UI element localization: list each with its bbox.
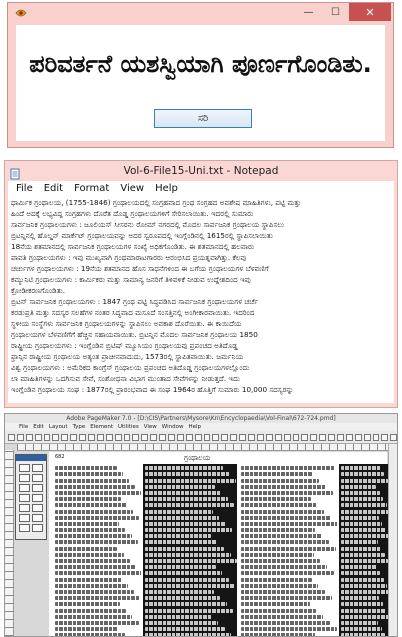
menu-edit[interactable]: Edit xyxy=(43,183,64,194)
text-line-block xyxy=(241,609,316,613)
text-line-block xyxy=(341,609,386,613)
text-line-block xyxy=(145,491,221,495)
toolbar-button[interactable] xyxy=(212,434,219,441)
text-line: ಹಿಂದೆ ಅದಕ್ಕೆ ಲಭ್ಯವಿದ್ದ ಸಂಗ್ರಹಗಳು ದೊರೆತ ದೊಡ್ಡ ಗ್ರಂಥಾಲಯಗಳಿಗೆ ಸೇರಿಸಲಾಯಿತು. ಇದರಲ್ಲಿ ಸುಮಾರು xyxy=(11,209,254,218)
text-line-block xyxy=(55,578,122,582)
text-line-block xyxy=(241,472,313,476)
toolbar-button[interactable] xyxy=(97,434,104,441)
text-line: ಗ್ರಂಥಾಲಯಗಳ ಬೆಳವಣಿಗೆಗೆ ಹೆಚ್ಚಿನ ಸಹಾಯವಾಯಿತು. ಬ್ರಿಟನ್ನಿನ ಮೊದಲ ಸಾರ್ವಜನಿಕ ಗ್ರಂಥಾಲಯ 1850 xyxy=(11,330,258,339)
text-line: ಧಾರ್ಮಿಕ ಗ್ರಂಥಾಲಯ, (1755-1846) ಗ್ರಂಥಾಲಯದಲ್ಲಿ ಸಂಗ್ರಹವಾದ ಗ್ರಂಥ ಸಂಗ್ರಹದ ಅವಶೇಷ ಮಾಹಿತಿಗಳು, ಪಟ್ಟಿ ಮತ್ತು xyxy=(11,198,302,207)
text-line-block xyxy=(55,528,125,532)
text-line-block xyxy=(55,503,127,507)
pagemaker-toolbar xyxy=(5,431,397,444)
toolbar-button[interactable] xyxy=(310,434,317,441)
text-line-block xyxy=(241,584,318,588)
text-line: 18ನೆಯ ಶತಮಾನದಲ್ಲಿ ಸಾರ್ವಜನಿಕ ಗ್ರಂಥಾಲಯಗಳ ಸಂಖ್ಯೆ ಅಧಿಕಗೊಂಡಿತು. ಈ ಶತಮಾನದಲ್ಲಿ ಹಲವಾರು xyxy=(11,242,255,251)
page-number: 682 xyxy=(55,454,65,460)
tool-button[interactable] xyxy=(19,464,30,472)
text-line-block xyxy=(341,503,387,507)
text-line-block xyxy=(145,615,212,619)
toolbar-button[interactable] xyxy=(301,434,308,441)
toolbar-button[interactable] xyxy=(248,434,255,441)
text-line-block xyxy=(341,472,384,476)
notepad-title: Vol-6-File15-Uni.txt - Notepad xyxy=(123,165,279,177)
text-line-block xyxy=(241,571,334,575)
text-line-block xyxy=(341,627,382,631)
text-line-block xyxy=(55,516,139,520)
text-line-block xyxy=(55,491,141,495)
vertical-ruler xyxy=(5,450,14,636)
tool-button[interactable] xyxy=(32,504,43,512)
ok-button[interactable]: ಸರಿ xyxy=(154,109,252,128)
text-line-block xyxy=(145,590,214,594)
toolbar-button[interactable] xyxy=(355,434,362,441)
text-line-block xyxy=(55,596,140,600)
text-line-block xyxy=(341,510,389,514)
text-line-block xyxy=(55,571,141,575)
toolbar-button[interactable] xyxy=(381,434,388,441)
toolbar-button[interactable] xyxy=(115,434,122,441)
tool-button[interactable] xyxy=(32,524,43,532)
text-line: ಕರಡುಪ್ರತಿ ಮತ್ತು ಸದಸ್ಯರ ಸಲಹೆಗಳ ನಂತರ ಸಿದ್ಧವಾದ ಮಸೂದೆ ಸಂಸತ್ತಿನಲ್ಲಿ ಅಂಗೀಕಾರವಾಯಿತು. ಇದರಿಂದ xyxy=(11,308,255,317)
pm-menu-layout[interactable]: Layout xyxy=(48,424,68,430)
pm-menu-edit[interactable]: Edit xyxy=(33,424,44,430)
tool-button[interactable] xyxy=(19,494,30,502)
text-column-3[interactable] xyxy=(239,464,337,636)
toolbar-button[interactable] xyxy=(337,434,344,441)
toolbar-button[interactable] xyxy=(328,434,335,441)
tool-button[interactable] xyxy=(32,494,43,502)
text-line-block xyxy=(55,621,139,625)
text-line-block xyxy=(55,602,120,606)
text-line-block xyxy=(241,602,310,606)
pagemaker-window xyxy=(4,413,398,637)
text-line-block xyxy=(55,565,136,569)
text-line: ಬ್ರಿಟನ್ನಿನಲ್ಲಿ ಹೊಲ್ಡನ್ ಮಾರ್ಕೆಟ್ ಗ್ರಂಥಾಲಯವನ್ನು ಅದರ ಸ್ವರೂಪದಲ್ಲಿ ಇಂಗ್ಲೆಂಡಿನಲ್ಲಿ 1615ರಲ್ಲಿ ಸ್ಥಾಪಿಸಲಾಯಿತು xyxy=(11,231,274,240)
pagemaker-title: Adobe PageMaker 7.0 - [D:\CIS\Partners\Mysore\Kn\Encyclopaedia\Vol-Final\672-724.pmd] xyxy=(5,414,397,423)
toolbar-button[interactable] xyxy=(70,434,77,441)
text-line-block xyxy=(341,534,389,538)
text-line-block xyxy=(55,472,123,476)
text-line-block xyxy=(241,590,325,594)
toolbar-button[interactable] xyxy=(132,434,139,441)
text-line-block xyxy=(341,516,379,520)
text-line-block xyxy=(145,571,222,575)
toolbar-button[interactable] xyxy=(239,434,246,441)
minimize-button[interactable]: — xyxy=(303,6,314,18)
text-line-block xyxy=(341,596,379,600)
text-line-block xyxy=(241,578,312,582)
text-line-block xyxy=(145,522,226,526)
text-line: ಕ್ರೋಡೀಕರಣಗೊಂಡಿತು. xyxy=(11,286,66,295)
text-line-block xyxy=(241,491,333,495)
text-line-block xyxy=(341,466,381,470)
toolbar-button[interactable] xyxy=(44,434,51,441)
text-line-block xyxy=(241,565,327,569)
text-line-block xyxy=(241,633,315,636)
text-line-block xyxy=(241,627,337,631)
text-line-block xyxy=(145,578,229,582)
text-line: ಫ್ರಾನ್ಸಿನ ರಾಷ್ಟ್ರೀಯ ಗ್ರಂಥಾಲಯ ಅತ್ಯಂತ ಪ್ರಾಚೀನವಾದುದು, 1573ರಲ್ಲಿ ಸ್ಥಾಪಿತವಾಯಿತು. ಜರ್ಮನಿಯ xyxy=(11,352,244,361)
text-line-block xyxy=(241,553,314,557)
toolbar-button[interactable] xyxy=(204,434,211,441)
text-line-block xyxy=(145,602,227,606)
text-line-block xyxy=(341,565,377,569)
text-line-block xyxy=(241,540,329,544)
text-line-block xyxy=(341,602,383,606)
menu-view[interactable]: View xyxy=(120,183,145,194)
maximize-button[interactable]: ☐ xyxy=(331,6,340,18)
text-line-block xyxy=(241,485,326,489)
text-line-block xyxy=(145,472,230,476)
toolbar-button[interactable] xyxy=(390,434,397,441)
toolbar-button[interactable] xyxy=(8,434,15,441)
text-line-block xyxy=(55,522,119,526)
text-line: ಸ್ಥಳೀಯ ಸಂಸ್ಥೆಗಳು ಸಾರ್ವಜನಿಕ ಗ್ರಂಥಾಲಯಗಳನ್ನು ಸ್ಥಾಪಿಸಲು ಅವಕಾಶ ದೊರೆಯಿತು. ಈ ಕಾಯಿದೆಯ xyxy=(11,319,242,328)
tool-button[interactable] xyxy=(32,514,43,522)
text-column-4-selected[interactable] xyxy=(339,464,389,636)
dialog-message: ಪರಿವರ್ತನೆ ಯಶಸ್ವಿಯಾಗಿ ಪೂರ್ಣಗೊಂಡಿತು. xyxy=(29,50,372,78)
pm-menu-utilities[interactable]: Utilities xyxy=(118,424,139,430)
text-line-block xyxy=(145,565,216,569)
text-line-block xyxy=(341,479,388,483)
text-line-block xyxy=(145,559,237,563)
toolbar-button[interactable] xyxy=(293,434,300,441)
text-line-block xyxy=(341,528,386,532)
text-line-block xyxy=(55,547,117,551)
text-line-block xyxy=(341,497,383,501)
pm-menu-file[interactable]: File xyxy=(19,424,29,430)
text-line: ಪಾವತಿ ಗ್ರಂಥಾಲಯಗಳು : ಇವು ಮುಖ್ಯವಾಗಿ ಗ್ರಂಥಮಾರಾಟಗಾರರು ಆರಂಭಿಸಿದ ಪ್ರಯತ್ನವಾಗಿತ್ತು. ಕೆಲವು xyxy=(11,253,247,262)
toolbar-button[interactable] xyxy=(124,434,131,441)
text-line-block xyxy=(145,627,225,631)
text-line: ವಿಶ್ವ ಗ್ರಂಥಾಲಯಗಳು : ಅಮೆರಿಕದ ಕಾಂಗ್ರೆಸ್ ಗ್ರಂಥಾಲಯ ಪ್ರಪಂಚದ ಅತಿದೊಡ್ಡ ಗ್ರಂಥಾಲಯಗಳಲ್ಲೊಂದು xyxy=(11,363,250,372)
text-column-1[interactable] xyxy=(53,464,141,636)
toolbar-button[interactable] xyxy=(168,434,175,441)
toolbar-button[interactable] xyxy=(17,434,24,441)
text-column-2-selected[interactable] xyxy=(143,464,237,636)
toolbar-button[interactable] xyxy=(373,434,380,441)
toolbar-button[interactable] xyxy=(26,434,33,441)
text-line: ಚರ್ಚುಗಳ ಗ್ರಂಥಾಲಯಗಳು : 19ನೆಯ ಶತಮಾನದ ಹೊಸ ಸಾಧನೆಗಳಿಂದ ಈ ಬಗೆಯ ಗ್ರಂಥಾಲಯಗಳ ಬೆಳವಣಿಗೆ xyxy=(11,264,269,273)
toolbar-button[interactable] xyxy=(186,434,193,441)
toolbox-palette[interactable] xyxy=(15,454,47,540)
text-line-block xyxy=(341,553,385,557)
text-line-block xyxy=(341,578,384,582)
tool-button[interactable] xyxy=(19,504,30,512)
tool-button[interactable] xyxy=(32,464,43,472)
text-line-block xyxy=(341,615,389,619)
text-line-block xyxy=(55,485,135,489)
text-line-block xyxy=(145,479,236,483)
toolbar-button[interactable] xyxy=(61,434,68,441)
text-line-block xyxy=(55,609,126,613)
text-line-block xyxy=(55,633,125,636)
pagemaker-menubar xyxy=(5,423,397,431)
pm-menu-element[interactable]: Element xyxy=(90,424,113,430)
pm-menu-window[interactable]: Window xyxy=(161,424,184,430)
text-line-block xyxy=(55,497,121,501)
toolbar-button[interactable] xyxy=(52,434,59,441)
toolbar-button[interactable] xyxy=(79,434,86,441)
text-line-block xyxy=(241,596,332,600)
toolbar-button[interactable] xyxy=(319,434,326,441)
text-line-block xyxy=(145,621,218,625)
text-line: ಇಂಗ್ಲೆಂಡಿನ ಗ್ರಂಥಾಲಯ ಸಂಘ : 1877ರಲ್ಲಿ ಪ್ರಾರಂಭವಾದ ಈ ಸಂಘ 1964ರ ಹೊತ್ತಿಗೆ ಸುಮಾರು 10,000 ಸದಸ್ಯರನ್ನು xyxy=(11,385,294,394)
text-line-block xyxy=(145,503,234,507)
text-line-block xyxy=(241,479,319,483)
text-line-block xyxy=(55,510,133,514)
text-line-block xyxy=(145,609,233,613)
toolbar-button[interactable] xyxy=(141,434,148,441)
text-line-block xyxy=(341,491,380,495)
text-line-block xyxy=(55,534,132,538)
tool-button[interactable] xyxy=(32,474,43,482)
text-line-block xyxy=(145,584,235,588)
notepad-text-area[interactable] xyxy=(8,196,394,403)
page-header-label: ಗ್ರಂಥಾಲಯ xyxy=(184,454,211,462)
pm-menu-view[interactable]: View xyxy=(143,424,157,430)
text-line-block xyxy=(241,528,315,532)
text-line-block xyxy=(241,615,323,619)
text-line-block xyxy=(55,466,117,470)
text-line-block xyxy=(55,615,132,619)
text-line: ರಾಷ್ಟ್ರೀಯ ಗ್ರಂಥಾಲಯಗಳು : ಇಂಗ್ಲೆಂಡಿನ ಬ್ರಿಟಿಷ್ ಮ್ಯೂಸಿಯಂ ಗ್ರಂಥಾಲಯವು ಪ್ರಪಂಚದ ಅತಿದೊಡ್ಡ xyxy=(11,341,238,350)
app-icon xyxy=(15,7,27,19)
text-line-block xyxy=(145,497,228,501)
close-button[interactable]: ✕ xyxy=(349,3,391,21)
toolbar-button[interactable] xyxy=(284,434,291,441)
horizontal-ruler xyxy=(17,444,389,451)
dialog-body xyxy=(16,25,385,141)
text-line-block xyxy=(341,559,388,563)
text-line-block xyxy=(55,479,129,483)
text-line-block xyxy=(341,540,378,544)
text-line-block xyxy=(341,584,387,588)
text-line-block xyxy=(55,540,138,544)
text-line: ಬ್ರಿಟನ್ ಸಾರ್ವಜನಿಕ ಗ್ರಂಥಾಲಯಗಳು : 1847 ಗ್ರಂಥ ಪಟ್ಟಿ ಸಿದ್ಧಪಡಿಸಿದ ಸಾರ್ವಜನಿಕ ಗ್ರಂಥಾಲಯಗಳ ಚರ್ಚೆ xyxy=(11,297,259,306)
tool-button[interactable] xyxy=(32,484,43,492)
text-line-block xyxy=(145,516,219,520)
tool-button[interactable] xyxy=(19,514,30,522)
toolbar-button[interactable] xyxy=(88,434,95,441)
text-line-block xyxy=(341,633,385,636)
text-line-block xyxy=(145,466,223,470)
tool-button[interactable] xyxy=(19,474,30,482)
text-line-block xyxy=(55,590,134,594)
text-line-block xyxy=(341,522,382,526)
pm-menu-type[interactable]: Type xyxy=(72,424,86,430)
text-line-block xyxy=(55,584,128,588)
toolbar-button[interactable] xyxy=(159,434,166,441)
notepad-menubar xyxy=(8,181,394,196)
menu-help[interactable]: Help xyxy=(155,183,178,194)
text-line-block xyxy=(341,571,380,575)
text-line-block xyxy=(55,553,124,557)
text-line-block xyxy=(241,534,322,538)
menu-format[interactable]: Format xyxy=(74,183,110,194)
pm-menu-help[interactable]: Help xyxy=(188,424,201,430)
text-line-block xyxy=(341,621,378,625)
text-line-block xyxy=(145,534,211,538)
dialog-titlebar[interactable] xyxy=(8,3,393,24)
text-line-block xyxy=(241,510,324,514)
text-line-block xyxy=(145,596,220,600)
text-line-block xyxy=(241,503,317,507)
text-line-block xyxy=(145,510,213,514)
text-line-block xyxy=(55,627,118,631)
text-line: ಕಮ್ಯುನಿಟಿ ಗ್ರಂಥಾಲಯಗಳು : ಕಾರ್ಮಿಕರು ಮತ್ತು ಸಾಮಾನ್ಯ ಜನರಿಗೆ ತಿಳಿವಳಿಕೆ ನೀಡುವ ಉದ್ದೇಶದಿಂದ ಇವು xyxy=(11,275,251,284)
text-line-block xyxy=(241,559,320,563)
notepad-window xyxy=(4,160,398,408)
tool-button[interactable] xyxy=(19,524,30,532)
toolbar-button[interactable] xyxy=(266,434,273,441)
text-line-block xyxy=(55,559,130,563)
page-canvas[interactable] xyxy=(49,452,387,636)
toolbar-button[interactable] xyxy=(275,434,282,441)
text-line-block xyxy=(241,516,331,520)
toolbar-button[interactable] xyxy=(35,434,42,441)
text-line: ಲಾ ಮಾಹಿತಿಗಳನ್ನು ಒದಗಿಸುವ ಸೇವೆ, ಸಂಶೋಧನಾ ವಿಭಾಗ ಮುಂತಾದ ಸೇವೆಗಳನ್ನು ನೀಡುತ್ತದೆ. ಇದು xyxy=(11,374,241,383)
toolbar-button[interactable] xyxy=(257,434,264,441)
text-line-block xyxy=(241,497,311,501)
vertical-scrollbar[interactable] xyxy=(388,444,397,636)
tool-button[interactable] xyxy=(19,484,30,492)
text-line-block xyxy=(145,540,217,544)
toolbar-button[interactable] xyxy=(346,434,353,441)
menu-file[interactable]: File xyxy=(16,183,33,194)
toolbar-button[interactable] xyxy=(221,434,228,441)
toolbar-button[interactable] xyxy=(177,434,184,441)
toolbar-button[interactable] xyxy=(195,434,202,441)
text-line-block xyxy=(241,621,330,625)
text-line-block xyxy=(241,547,336,551)
text-line-block xyxy=(341,590,389,594)
text-line: ಸಾರ್ವಜನಿಕ ಗ್ರಂಥಾಲಯಗಳು : ಜೂಲಿಯಸ್ ಸೀಸರನು ರೋಮ್ ನಗರದಲ್ಲಿ ಮೊದಲ ಸಾರ್ವಜನಿಕ ಗ್ರಂಥಾಲಯ ಸ್ಥಾಪಿಸಲು xyxy=(11,220,285,229)
text-line-block xyxy=(145,547,224,551)
toolbar-button[interactable] xyxy=(106,434,113,441)
toolbar-button[interactable] xyxy=(364,434,371,441)
text-line-block xyxy=(341,547,381,551)
text-line-block xyxy=(145,633,231,636)
text-line-block xyxy=(145,528,232,532)
toolbar-button[interactable] xyxy=(230,434,237,441)
text-line-block xyxy=(145,485,215,489)
text-line-block xyxy=(145,553,231,557)
conversion-dialog xyxy=(7,2,394,148)
text-line-block xyxy=(241,522,337,526)
toolbar-button[interactable] xyxy=(150,434,157,441)
text-line-block xyxy=(341,485,376,489)
text-line-block xyxy=(241,466,335,470)
